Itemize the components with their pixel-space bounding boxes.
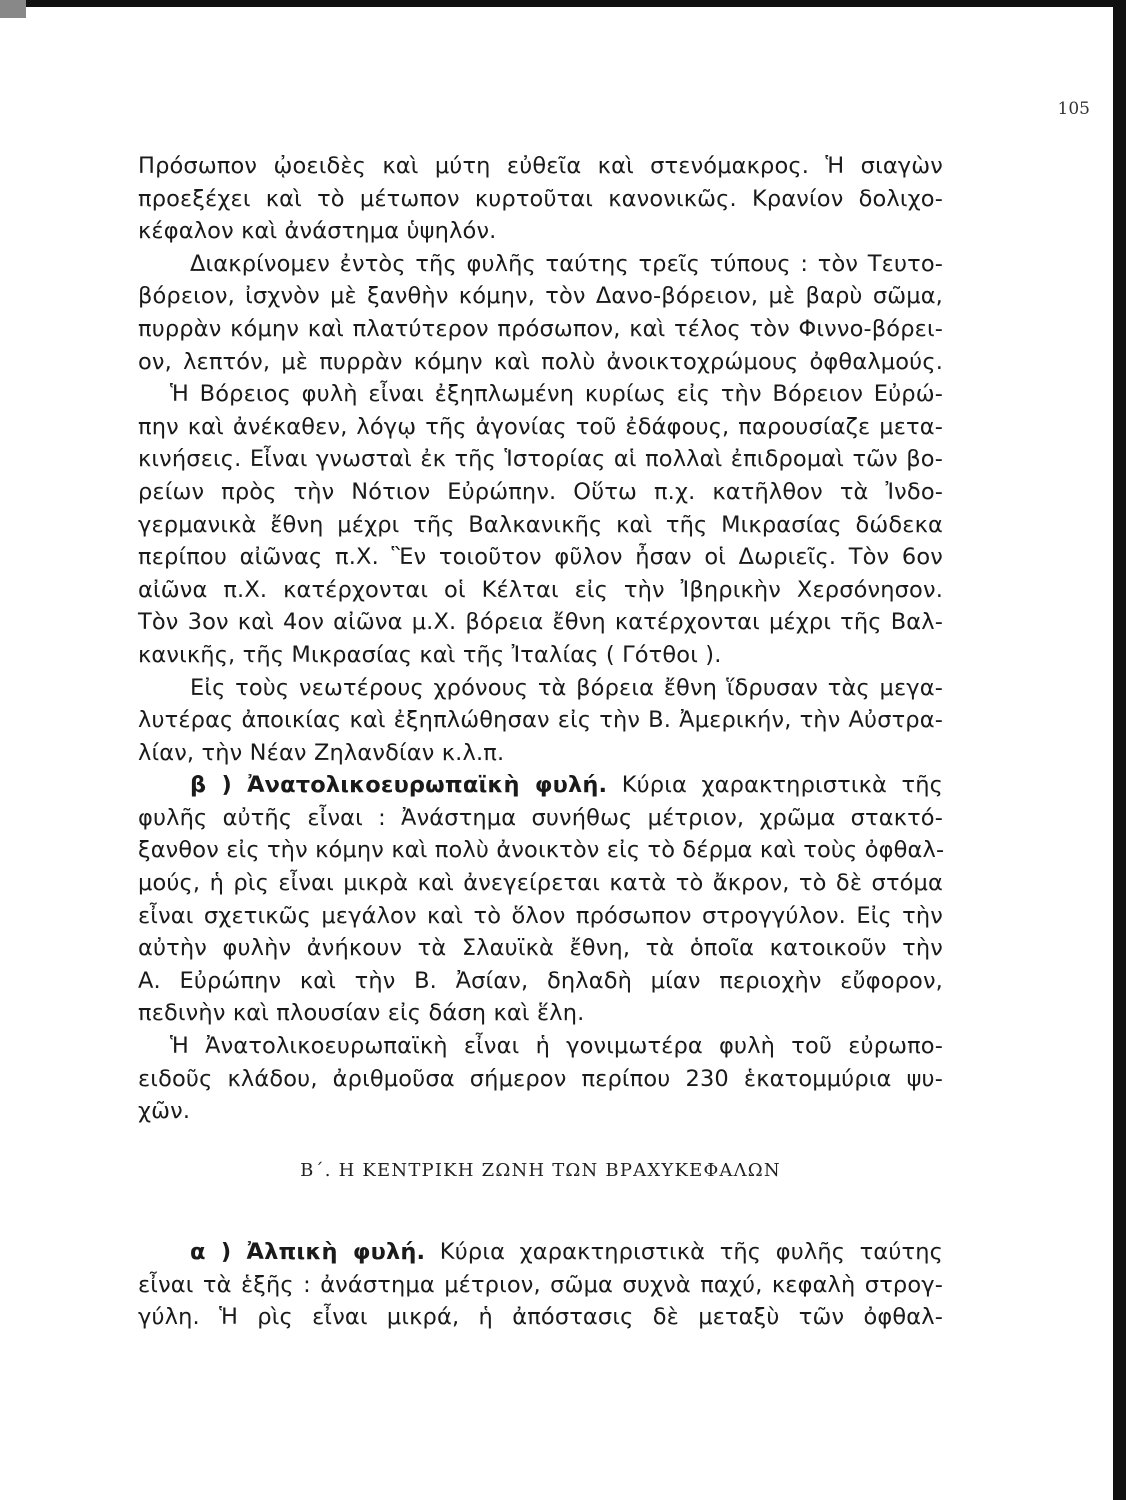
text-line: Πρόσωπον ᾠοειδὲς καὶ μύτη εὐθεῖα καὶ στενόμακρος. Ἡ σιαγὼν xyxy=(138,153,943,179)
text-line: κανικῆς, τῆς Μικρασίας καὶ τῆς Ἰταλίας ( Γότθοι ). xyxy=(138,641,722,668)
text-line: Ἡ Βόρειος φυλὴ εἶναι ἐξηπλωμένη κυρίως εἰς τὴν Βόρειον Εὐρώ- xyxy=(170,381,943,408)
text-line: λυτέρας ἀποικίας καὶ ἐξηπλώθησαν εἰς τὴν Β. Ἀμερικήν, τὴν Αὐστρα- xyxy=(138,707,943,734)
section-b-title: β ) Ἀνατολικοευρωπαϊκὴ φυλή. xyxy=(190,772,608,799)
text-line: Εἰς τοὺς νεωτέρους χρόνους τὰ βόρεια ἔθνη ἵδρυσαν τὰς μεγα- xyxy=(190,674,943,701)
text-line: χῶν. xyxy=(138,1098,191,1125)
section-a-first-line xyxy=(138,1236,943,1269)
text-line: αὐτὴν φυλὴν ἀνήκουν τὰ Σλαυϊκὰ ἔθνη, τὰ ὁποῖα κατοικοῦν τὴν xyxy=(138,935,943,962)
text-line: αἰῶνα π.Χ. κατέρχονται οἱ Κέλται εἰς τὴν Ἰβηρικὴν Χερσόνησον. xyxy=(138,576,943,603)
scan-top-edge xyxy=(0,0,1126,7)
text-line: ειδοῦς κλάδου, ἀριθμοῦσα σήμερον περίπου 230 ἑκατομμύρια ψυ- xyxy=(138,1065,943,1092)
text-line: προεξέχει καὶ τὸ μέτωπον κυρτοῦται κανονικῶς. Κρανίον δολιχο- xyxy=(138,185,943,212)
text-line: γύλη. Ἡ ρὶς εἶναι μικρά, ἡ ἀπόστασις δὲ μεταξὺ τῶν ὀφθαλ- xyxy=(138,1304,943,1331)
text-line: Διακρίνομεν ἐντὸς τῆς φυλῆς ταύτης τρεῖς τύπους : τὸν Τευτο- xyxy=(190,250,943,277)
text-line: περίπου αἰῶνας π.Χ. Ἓν τοιοῦτον φῦλον ἦσαν οἱ Δωριεῖς. Τὸν 6ον xyxy=(138,544,943,571)
text-line: εἶναι σχετικῶς μεγάλον καὶ τὸ ὅλον πρόσωπον στρογγύλον. Εἰς τὴν xyxy=(138,902,943,929)
text-line: ρείων πρὸς τὴν Νότιον Εὐρώπην. Οὕτω π.χ. κατῆλθον τὰ Ἰνδο- xyxy=(138,478,943,505)
text-line: γερμανικὰ ἔθνη μέχρι τῆς Βαλκανικῆς καὶ τῆς Μικρασίας δώδεκα xyxy=(138,511,943,538)
text-line: βόρειον, ἰσχνὸν μὲ ξανθὴν κόμην, τὸν Δανο-βόρειον, μὲ βαρὺ σῶμα, xyxy=(138,283,943,310)
text-line: ον, λεπτόν, μὲ πυρρὰν κόμην καὶ πολὺ ἀνοικτοχρώμους ὀφθαλμούς. xyxy=(138,348,943,375)
text-line: Α. Εὐρώπην καὶ τὴν Β. Ἀσίαν, δηλαδὴ μίαν περιοχὴν εὔφορον, xyxy=(138,967,943,994)
text-line: κέφαλον καὶ ἀνάστημα ὑψηλόν. xyxy=(138,218,497,245)
text-line: πυρρὰν κόμην καὶ πλατύτερον πρόσωπον, καὶ τέλος τὸν Φιννο-βόρει- xyxy=(138,315,943,342)
text-line: Τὸν 3ον καὶ 4ον αἰῶνα μ.Χ. βόρεια ἔθνη κατέρχονται μέχρι τῆς Βαλ- xyxy=(138,609,943,636)
scan-right-edge xyxy=(1113,0,1126,1500)
section-heading: Β΄. Η ΚΕΝΤΡΙΚΗ ΖΩΝΗ ΤΩΝ ΒΡΑΧΥΚΕΦΑΛΩΝ xyxy=(300,1160,781,1181)
text-line: εἶναι τὰ ἑξῆς : ἀνάστημα μέτριον, σῶμα συχνὰ παχύ, κεφαλὴ στρογ- xyxy=(138,1271,943,1298)
page-number: 105 xyxy=(1057,99,1090,119)
section-a-intro: Κύρια χαρακτηριστικὰ τῆς φυλῆς ταύτης xyxy=(425,1239,943,1265)
text-line: κινήσεις. Εἶναι γνωσταὶ ἐκ τῆς Ἱστορίας αἱ πολλαὶ ἐπιδρομαὶ τῶν βο- xyxy=(138,446,943,473)
text-line: Ἡ Ἀνατολικοευρωπαϊκὴ εἶναι ἡ γονιμωτέρα φυλὴ τοῦ εὐρωπο- xyxy=(170,1033,943,1060)
scan-corner-mark xyxy=(0,0,26,18)
text-line: φυλῆς αὐτῆς εἶναι : Ἀνάστημα συνήθως μέτριον, χρῶμα στακτό- xyxy=(138,804,943,831)
text-line: μούς, ἡ ρὶς εἶναι μικρὰ καὶ ἀνεγείρεται κατὰ τὸ ἄκρον, τὸ δὲ στόμα xyxy=(138,870,943,897)
text-line: ξανθον εἰς τὴν κόμην καὶ πολὺ ἀνοικτὸν εἰς τὸ δέρμα καὶ τοὺς ὀφθαλ- xyxy=(138,837,945,864)
section-a-title: α ) Ἀλπικὴ φυλή. xyxy=(190,1239,426,1265)
section-b-intro: Κύρια χαρακτηριστικὰ τῆς xyxy=(607,772,944,799)
text-line: πην καὶ ἀνέκαθεν, λόγῳ τῆς ἀγονίας τοῦ ἐδάφους, παρουσίαζε μετα- xyxy=(138,413,943,440)
text-line: πεδινὴν καὶ πλουσίαν εἰς δάση καὶ ἕλη. xyxy=(138,1000,585,1027)
body-text-block-2 xyxy=(138,1236,943,1334)
body-text-block-1 xyxy=(138,150,943,1128)
section-b-first-line xyxy=(138,769,943,802)
text-line: λίαν, τὴν Νέαν Ζηλανδίαν κ.λ.π. xyxy=(138,739,505,766)
